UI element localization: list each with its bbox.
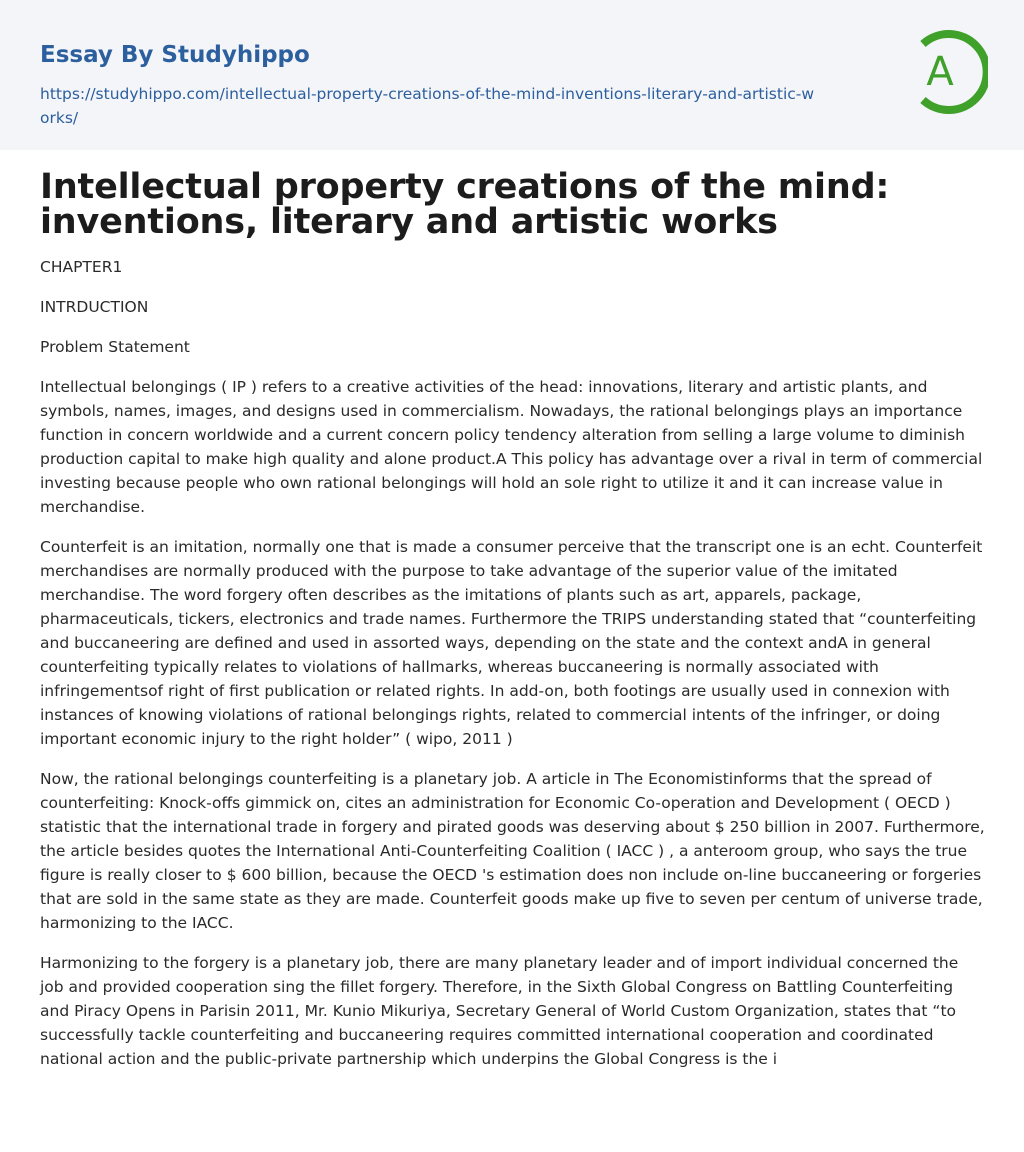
paragraph-problem-statement: Problem Statement: [40, 338, 190, 356]
paragraph: Counterfeit is an imitation, normally one that is made a consumer perceive that the transcript one is an echt. Counterfeit merchandises are normally produced with the purpose to take advantage of the superior value of the imitated merchandise. The word forgery often describes as the imitations of plants such as art, apparels, package, pharmaceuticals, tickers, electronics and trade names. Furthermore the TRIPS understanding stated that “counterfeiting and buccaneering are defined and used in assorted ways, depending on the state and the context andA in general counterfeiting typically relates to violations of hallmarks, whereas buccaneering is normally associated with infringementsof right of first publication or related rights. In add-on, both footings are usually used in connexion with instances of knowing violations of rational belongings rights, related to commercial intents of the infringer, or doing important economic injury to the right holder” ( wipo, 2011 ): [40, 538, 983, 748]
paragraph: Now, the rational belongings counterfeiting is a planetary job. A article in The Economistinforms that the spread of counterfeiting: Knock-offs gimmick on, cites an administration for Economic Co-operation and Development ( OECD ) statistic that the international trade in forgery and pirated goods was deserving about $ 250 billion in 2007. Furthermore, the article besides quotes the International Anti-Counterfeiting Coalition ( IACC ) , a anteroom group, who says the true figure is really closer to $ 600 billion, because the OECD 's estimation does non include on-line buccaneering or forgeries that are sold in the same state as they are made. Counterfeit goods make up five to seven per centum of universe trade, harmonizing to the IACC.: [40, 770, 985, 932]
paragraph-introduction: INTRDUCTION: [40, 298, 149, 316]
logo-letter: A: [926, 49, 954, 95]
essay-body: [40, 255, 986, 1087]
page-title: Intellectual property creations of the mind: inventions, literary and artistic works: [40, 167, 890, 242]
brand-name[interactable]: Essay By Studyhippo: [40, 42, 310, 68]
source-url-link[interactable]: https://studyhippo.com/intellectual-property-creations-of-the-mind-inventions-literary-and-artistic-works/: [40, 85, 815, 127]
paragraph: Intellectual belongings ( IP ) refers to a creative activities of the head: innovations, literary and artistic plants, and symbols, names, images, and designs used in commercialism. Nowadays, the rational belongings plays an importance function in concern worldwide and a current concern policy tendency alteration from selling a large volume to diminish production capital to make high quality and alone product.A This policy has advantage over a rival in term of commercial investing because people who own rational belongings will hold an sole right to utilize it and it can increase value in merchandise.: [40, 378, 983, 516]
paragraph-chapter: CHAPTER1: [40, 258, 123, 276]
paragraph: Harmonizing to the forgery is a planetary job, there are many planetary leader and of import individual concerned the job and provided cooperation sing the fillet forgery. Therefore, in the Sixth Global Congress on Battling Counterfeiting and Piracy Opens in Parisin 2011, Mr. Kunio Mikuriya, Secretary General of World Custom Organization, states that “to successfully tackle counterfeiting and buccaneering requires committed international cooperation and coordinated national action and the public-private partnership which underpins the Global Congress is the i: [40, 954, 959, 1068]
site-header: [0, 0, 1024, 150]
studyhippo-logo-icon[interactable]: [908, 28, 988, 116]
